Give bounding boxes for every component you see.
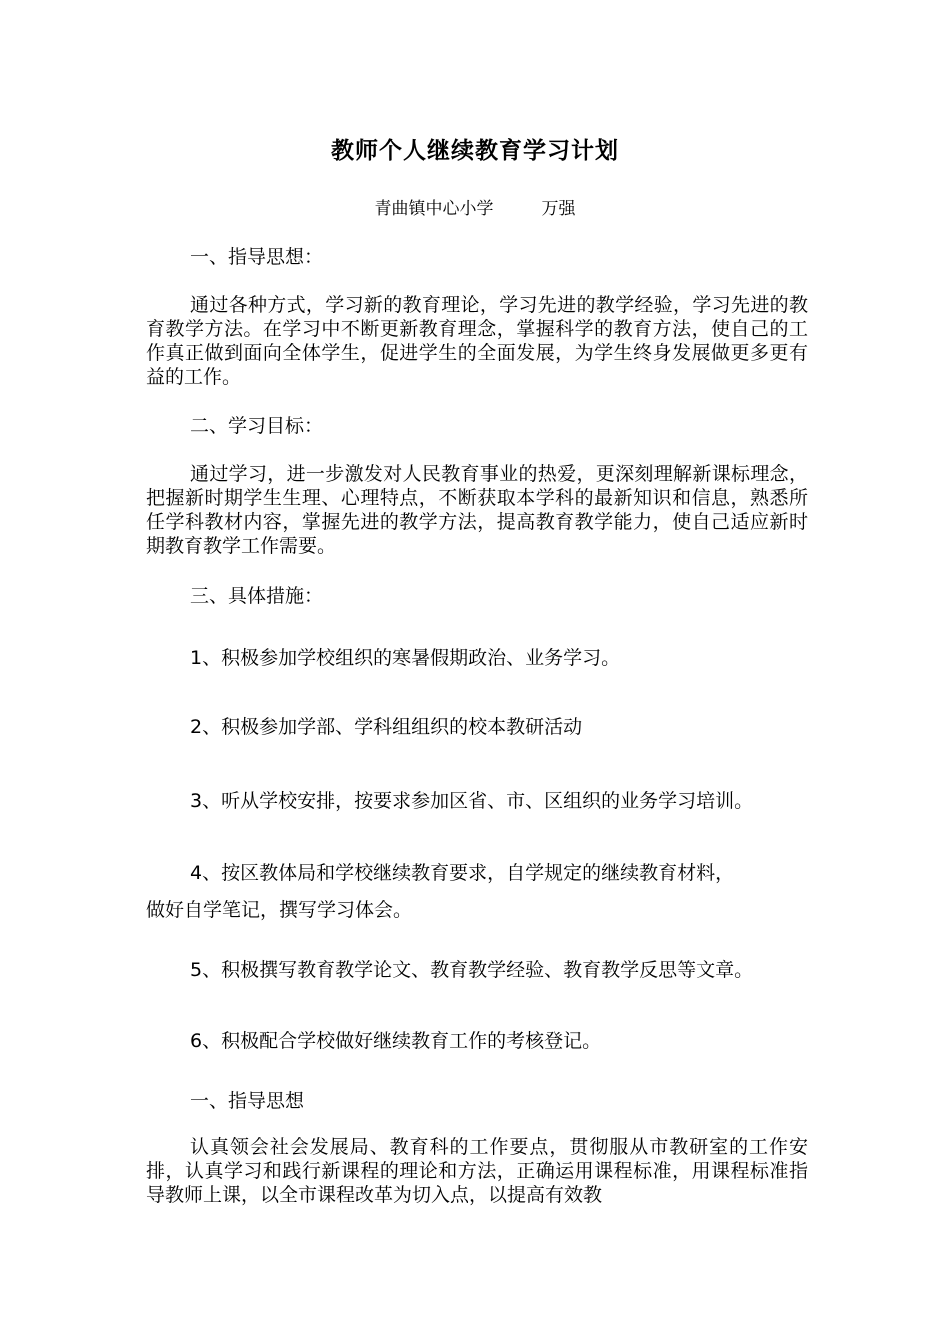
measure-text: 、积极参加学校组织的寒暑假期政治、业务学习。 [202,647,621,669]
section-heading-guiding-ideology-2: 一、指导思想 [190,1090,305,1112]
measure-text: 、听从学校安排，按要求参加区省、市、区组织的业务学习培训。 [202,790,754,812]
author-name: 万强 [541,199,576,219]
measure-number: 6 [190,1030,203,1052]
measure-text: 、积极撰写教育教学论文、教育教学经验、教育教学反思等文章。 [202,959,754,981]
measure-item-4 [190,860,734,886]
document-title: 教师个人继续教育学习计划 [331,138,619,164]
section-body-guiding-ideology: 通过各种方式，学习新的教育理论，学习先进的教学经验，学习先进的教育教学方法。在学习中不断更新教育理念，掌握科学的教育方法，使自己的工作真正做到面向全体学生，促进学生的全面发展，为学生终身发展做更多更有益的工作。 [146,294,808,388]
section-body-learning-goals: 通过学习，进一步激发对人民教育事业的热爱，更深刻理解新课标理念，把握新时期学生生理、心理特点，不断获取本学科的最新知识和信息，熟悉所任学科教材内容，掌握先进的教学方法，提高教育教学能力，使自己适应新时期教育教学工作需要。 [146,463,808,557]
measure-number: 2 [190,716,203,738]
measure-item-1 [190,645,620,671]
measure-item-6 [190,1028,601,1054]
section-heading-learning-goals: 二、学习目标： [190,415,324,437]
section-heading-guiding-ideology: 一、指导思想： [190,246,324,268]
measure-number: 4 [190,862,203,884]
measure-number: 1 [190,647,203,669]
measure-item-2 [190,714,582,740]
measure-text: 、积极参加学部、学科组组织的校本教研活动 [202,716,583,738]
measure-text: 、按区教体局和学校继续教育要求，自学规定的继续教育材料， [202,862,735,884]
measure-item-4-continuation: 做好自学笔记，撰写学习体会。 [146,899,413,921]
measure-item-3 [190,788,753,814]
measure-text: 、积极配合学校做好继续教育工作的考核登记。 [202,1030,602,1052]
byline [0,197,950,221]
section-body-guiding-ideology-2: 认真领会社会发展局、教育科的工作要点，贯彻服从市教研室的工作安排，认真学习和践行新课程的理论和方法，正确运用课程标准，用课程标准指导教师上课，以全市课程改革为切入点，以提高有效教 [146,1136,808,1206]
section-heading-measures: 三、具体措施： [190,585,324,607]
school-name: 青曲镇中心小学 [374,199,494,219]
measure-number: 5 [190,959,203,981]
measure-item-5 [190,957,753,983]
measure-number: 3 [190,790,203,812]
